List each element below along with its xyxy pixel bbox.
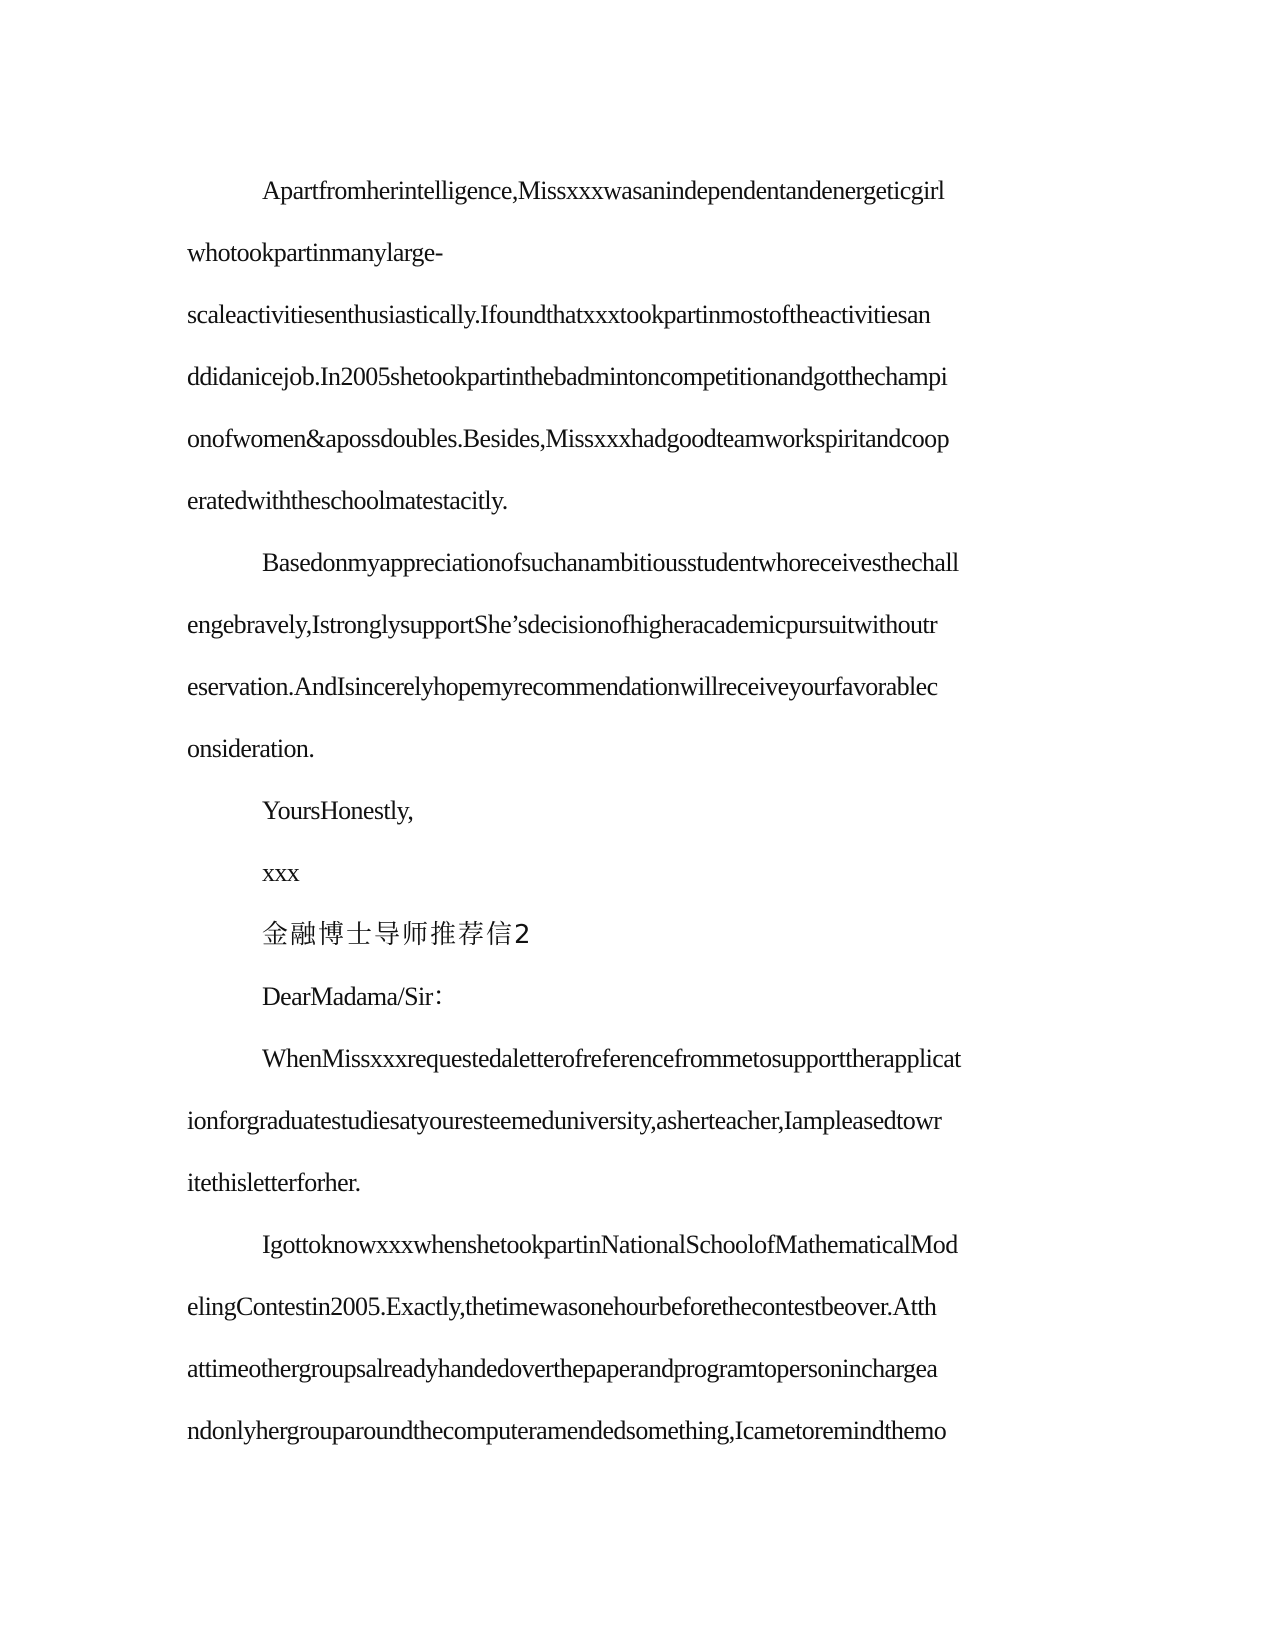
text-line: itethisletterforher. bbox=[187, 1168, 361, 1197]
text-line: ionforgraduatestudiesatyouresteemeduniversity,asherteacher,Iampleasedtowr bbox=[187, 1106, 942, 1135]
text-line: ndonlyhergrouparoundthecomputeramendedsomething,Icametoremindthemo bbox=[187, 1416, 947, 1445]
text-line: onofwomen&apossdoubles.Besides,Missxxxhadgoodteamworkspiritandcoop bbox=[187, 424, 949, 453]
text-line: scaleactivitiesenthusiastically.Ifoundthatxxxtookpartinmostoftheactivitiesan bbox=[187, 300, 931, 329]
document-body bbox=[187, 160, 1087, 1462]
text-line: elingContestin2005.Exactly,thetimewasonehourbeforethecontestbeover.Atth bbox=[187, 1292, 937, 1321]
paragraph-contest bbox=[187, 1214, 1087, 1462]
text-line: onsideration. bbox=[187, 734, 315, 763]
text-line: attimeothergroupsalreadyhandedoverthepaperandprogramtopersoninchargea bbox=[187, 1354, 938, 1383]
text-line: Basedonmyappreciationofsuchanambitiousstudentwhoreceivesthechall bbox=[262, 548, 959, 577]
text-line: WhenMissxxxrequestedaletterofreferencefrommetosupporttherapplicat bbox=[262, 1044, 961, 1073]
text-line: ddidanicejob.In2005shetookpartinthebadmintoncompetitionandgotthechampi bbox=[187, 362, 948, 391]
salutation-line: DearMadama/Sir： bbox=[262, 982, 459, 1011]
signature-line: xxx bbox=[262, 858, 300, 887]
text-line: IgottoknowxxxwhenshetookpartinNationalSchoolofMathematicalMod bbox=[262, 1230, 958, 1259]
text-line: engebravely,IstronglysupportShe’sdecisionofhigheracademicpursuitwithoutr bbox=[187, 610, 938, 639]
paragraph-request bbox=[187, 1028, 1087, 1214]
paragraph-intelligence bbox=[187, 160, 1087, 532]
text-line: eservation.AndIsincerelyhopemyrecommendationwillreceiveyourfavorablec bbox=[187, 672, 938, 701]
paragraph-support bbox=[187, 532, 1087, 780]
text-line: eratedwiththeschoolmatestacitly. bbox=[187, 486, 508, 515]
closing-line: YoursHonestly, bbox=[262, 796, 414, 825]
text-line: whotookpartinmanylarge- bbox=[187, 238, 443, 267]
section-heading: 金融博士导师推荐信2 bbox=[262, 920, 533, 950]
text-line: Apartfromherintelligence,Missxxxwasanindependentandenergeticgirl bbox=[262, 176, 945, 205]
